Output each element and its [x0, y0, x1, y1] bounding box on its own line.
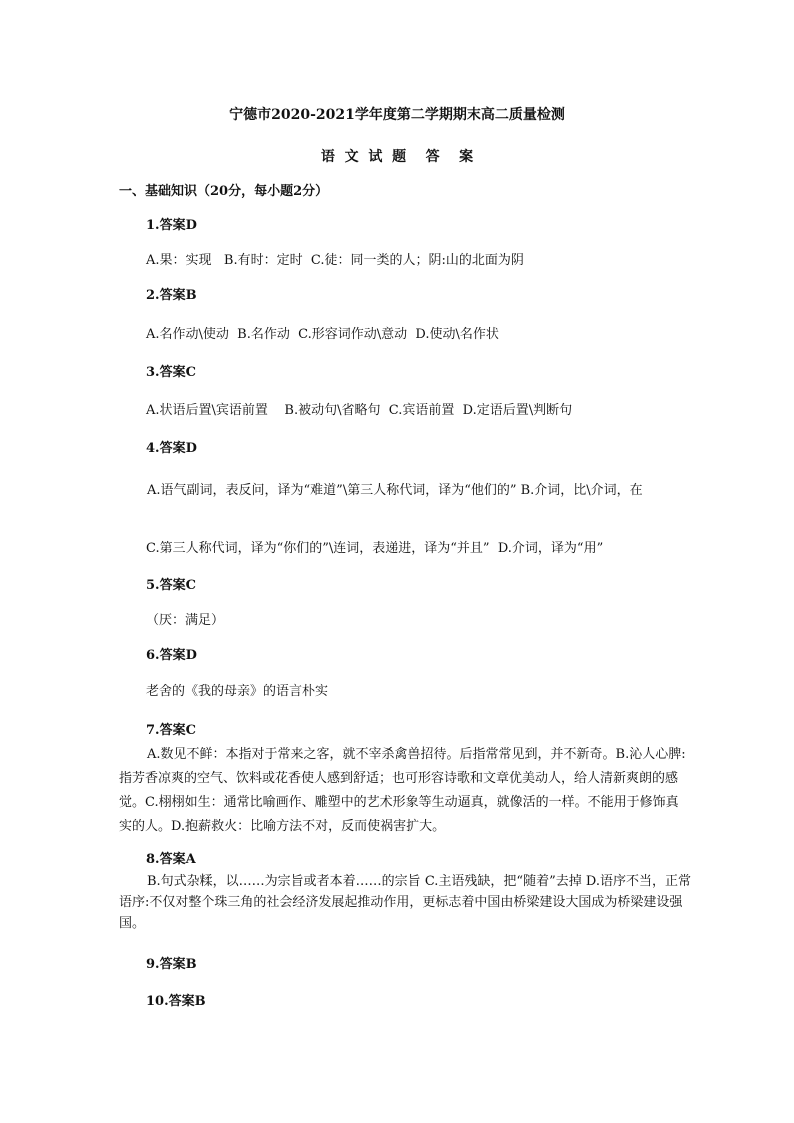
- answer-3: 3.答案C: [146, 365, 196, 380]
- answer-5: 5.答案C: [146, 578, 196, 593]
- answer-1: 1.答案D: [146, 218, 197, 233]
- answer-4: 4.答案D: [146, 441, 197, 456]
- explanation-4-part-1: A.语气副词，表反问，译为“难道”\第三人称代词，译为“他们的” B.介词，比\介词，在: [147, 483, 643, 498]
- section-heading-basic-knowledge: 一、基础知识（20分，每小题2分）: [119, 184, 329, 199]
- explanation-6: 老舍的《我的母亲》的语言朴实: [146, 684, 329, 699]
- explanation-1: A.果：实现 B.有时：定时 C.徒：同一类的人；阴:山的北面为阴: [146, 253, 524, 268]
- explanation-2: A.名作动\使动 B.名作动 C.形容词作动\意动 D.使动\名作状: [146, 327, 499, 342]
- explanation-7: A.数见不鲜：本指对于常来之客，就不宰杀禽兽招待。后指常常见到，并不新奇。B.沁人心脾:指芳香凉爽的空气、饮料或花香使人感到舒适；也可形容诗歌和文章优美动人，给人清新爽朗的感觉。C.栩栩如生：通常比喻画作、雕塑中的艺术形象等生动逼真，就像活的一样。不能用于修饰真实的人。D.抱薪救火：比喻方法不对，反而使祸害扩大。: [119, 747, 686, 834]
- explanation-5: （厌：满足）: [146, 613, 225, 628]
- explanation-8: B.句式杂糅，以……为宗旨或者本着……的宗旨 C.主语残缺，把“随着”去掉 D.语序不当，正常语序:不仅对整个珠三角的社会经济发展起推动作用，更标志着中国由桥梁建设大国成为桥梁建设强国。: [119, 874, 691, 931]
- answer-2: 2.答案B: [146, 288, 197, 303]
- answer-7: 7.答案C: [146, 723, 196, 738]
- answer-9: 9.答案B: [146, 957, 197, 972]
- answer-10: 10.答案B: [146, 994, 206, 1009]
- document-subtitle: 语 文 试 题 答 案: [320, 149, 474, 165]
- explanation-3: A.状语后置\宾语前置 B.被动句\省略句 C.宾语前置 D.定语后置\判断句: [146, 403, 573, 418]
- answer-6: 6.答案D: [146, 648, 197, 663]
- explanation-4-part-2: C.第三人称代词，译为“你们的”\连词，表递进，译为“并且” D.介词，译为“用”: [146, 541, 604, 556]
- answer-8: 8.答案A: [146, 852, 196, 867]
- document-title: 宁德市2020-2021学年度第二学期期末高二质量检测: [229, 107, 565, 123]
